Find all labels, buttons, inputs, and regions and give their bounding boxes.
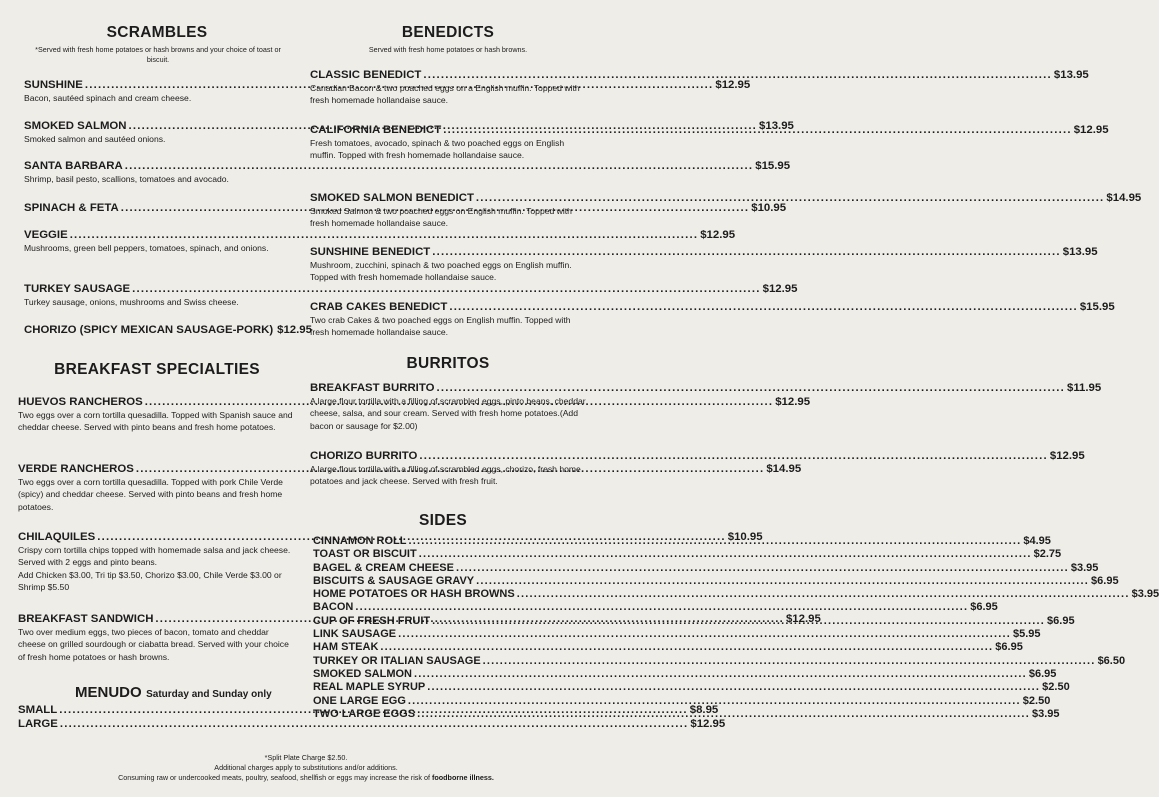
menudo-heading	[75, 684, 272, 702]
menu-item-chorizo	[24, 324, 312, 336]
item-price: $2.75	[1033, 548, 1062, 561]
item-description: A large flour tortilla with a filling of scrambled eggs, chorizo, fresh home potatoes and jack cheese. Served with fresh fruit.	[310, 464, 581, 487]
item-price: $6.95	[995, 641, 1023, 654]
item-name: BAGEL & CREAM CHEESE	[313, 561, 454, 574]
item-price: $6.95	[970, 601, 998, 614]
item-name: LARGE	[18, 718, 58, 730]
list-item	[313, 574, 1119, 588]
item-name: HUEVOS RANCHEROS	[18, 396, 143, 408]
scrambles-note: *Served with fresh home potatoes or hash browns and your choice of toast or biscuit.	[35, 45, 281, 64]
item-price: $8.95	[689, 704, 719, 716]
item-price: $4.95	[1023, 535, 1051, 547]
item-name: CHORIZO BURRITO	[310, 450, 418, 462]
item-name: CALIFORNIA BENEDICT	[310, 124, 442, 136]
item-price: $6.50	[1097, 654, 1126, 667]
item-addons: Add Chicken $3.00, Tri tip $3.50, Chorizo $3.00, Chile Verde $3.00 or Shrimp $5.50	[18, 569, 282, 593]
item-price: $15.95	[755, 160, 791, 172]
item-price: $12.95	[715, 79, 751, 91]
item-name: SUNSHINE	[24, 79, 83, 91]
list-item	[313, 654, 1126, 668]
item-price: $12.95	[785, 613, 821, 625]
item-price: $12.95	[762, 283, 798, 295]
menu-item-santa-barbara	[24, 160, 791, 185]
footer-health-warning	[0, 773, 612, 783]
benedicts-note: Served with fresh home potatoes or hash browns.	[368, 45, 528, 54]
item-price: $6.95	[1028, 667, 1057, 680]
item-name: SMOKED SALMON	[24, 120, 127, 132]
item-description: Two eggs over a corn tortilla quesadilla. Topped with pork Chile Verde (spicy) and cheddar cheese. Served with pinto beans and fresh home potatoes.	[18, 477, 283, 512]
footer-split-plate: *Split Plate Charge $2.50.	[264, 753, 348, 762]
item-name: VEGGIE	[24, 229, 68, 241]
item-description: Mushroom, zucchini, spinach & two poached eggs on English muffin. Topped with fresh homemade hollandaise sauce.	[310, 260, 572, 283]
item-price: $14.95	[766, 463, 802, 475]
item-name: TURKEY OR ITALIAN SAUSAGE	[313, 654, 481, 667]
item-price: $13.95	[759, 120, 794, 132]
item-description: Canadian Bacon & two poached eggs on a English muffin. Topped with fresh homemade hollandaise sauce.	[310, 83, 580, 106]
item-name: BREAKFAST SANDWICH	[18, 613, 154, 625]
footer-additional-charges: Additional charges apply to substitutions and/or additions.	[214, 763, 398, 772]
item-description: Shrimp, basil pesto, scallions, tomatoes and avocado.	[24, 174, 229, 184]
item-description: Two over medium eggs, two pieces of bacon, tomato and cheddar cheese on grilled sourdough or ciabatta bread. Served with your choice of fresh home potatoes or hash browns.	[18, 627, 289, 662]
list-item	[313, 548, 1062, 561]
item-name: CHORIZO (SPICY MEXICAN SAUSAGE-PORK)	[24, 324, 274, 336]
item-price: $15.95	[1079, 301, 1115, 313]
item-price: $12.95	[700, 229, 736, 241]
scrambles-heading: SCRAMBLES	[106, 24, 208, 41]
list-item	[313, 628, 1041, 641]
item-description: Crispy corn tortilla chips topped with homemade salsa and jack cheese. Served with 2 eggs and pinto beans.	[18, 545, 291, 568]
item-price: $13.95	[1053, 69, 1089, 81]
item-name: TOAST OR BISCUIT	[313, 548, 417, 561]
item-name: CRAB CAKES BENEDICT	[310, 301, 448, 313]
item-name: SMOKED SALMON BENEDICT	[310, 192, 474, 204]
item-description: Bacon, sautéed spinach and cream cheese.	[24, 93, 192, 103]
item-price: $3.95	[1070, 561, 1099, 574]
item-name: SMALL	[18, 704, 58, 716]
item-name: BACON	[313, 601, 354, 614]
item-price: $13.95	[1062, 246, 1098, 258]
item-name: VERDE RANCHEROS	[18, 463, 134, 475]
list-item	[313, 694, 1051, 708]
item-name: REAL MAPLE SYRUP	[313, 681, 426, 694]
menudo-title: MENUDO	[75, 684, 142, 701]
item-description: Two eggs over a corn tortilla quesadilla. Topped with Spanish sauce and cheddar cheese. Served with pinto beans and fresh home potatoes.	[18, 410, 293, 433]
item-description: Smoked Salmon & two poached eggs on English muffin. Topped with fresh homemade hollandaise sauce.	[310, 206, 572, 229]
list-item	[313, 641, 1023, 654]
breakfast-specialties-heading: BREAKFAST SPECIALTIES	[54, 361, 260, 378]
item-name: SPINACH & FETA	[24, 202, 119, 214]
item-name: BISCUITS & SAUSAGE GRAVY	[313, 574, 475, 587]
burritos-heading: BURRITOS	[406, 355, 490, 372]
menu-item-sunshine-benedict	[310, 246, 1098, 284]
item-price: $2.50	[1022, 694, 1051, 707]
item-name: CHILAQUILES	[18, 531, 96, 543]
list-item	[313, 681, 1070, 694]
item-name: LINK SAUSAGE	[313, 628, 397, 641]
item-price: $12.95	[690, 718, 726, 730]
item-name: TWO LARGE EGGS	[313, 707, 416, 720]
item-price: $12.95	[1049, 450, 1085, 462]
item-name: CUP OF FRESH FRUIT	[313, 614, 431, 627]
item-price: $10.95	[727, 531, 763, 543]
list-item	[313, 561, 1099, 575]
footer-warning-bold: foodborne illness.	[431, 773, 494, 782]
item-name: ONE LARGE EGG	[313, 694, 406, 707]
item-price: $12.95	[277, 324, 312, 336]
benedicts-heading: BENEDICTS	[401, 24, 495, 41]
item-description: Fresh tomatoes, avocado, spinach & two poached eggs on English muffin. Topped with fresh homemade hollandaise sauce.	[310, 138, 565, 161]
item-name: SMOKED SALMON	[313, 667, 412, 680]
item-name: TURKEY SAUSAGE	[24, 283, 131, 295]
item-description: Mushrooms, green bell peppers, tomatoes, spinach, and onions.	[24, 243, 269, 253]
item-price: $14.95	[1106, 192, 1142, 204]
menu-item-spinach-feta	[24, 202, 787, 214]
list-item	[313, 667, 1057, 681]
menudo-days: Saturday and Sunday only	[146, 689, 272, 700]
sides-heading: SIDES	[418, 512, 467, 529]
item-price: $5.95	[1013, 628, 1041, 641]
item-price: $10.95	[751, 202, 787, 214]
item-price: $6.95	[1047, 614, 1075, 627]
menu-item-menudo-large	[18, 718, 726, 730]
item-price: $12.95	[775, 396, 811, 408]
item-price: $12.95	[1073, 124, 1109, 136]
menu-item-crab-cakes-benedict	[310, 301, 1115, 339]
item-name: CINNAMON ROLL	[313, 535, 407, 547]
item-price: $6.95	[1091, 574, 1119, 587]
item-description: Two crab Cakes & two poached eggs on English muffin. Topped with fresh homemade hollandaise sauce.	[310, 315, 571, 338]
item-price: $2.50	[1042, 681, 1070, 694]
list-item	[313, 588, 1159, 601]
item-name: HOME POTATOES OR HASH BROWNS	[313, 588, 515, 601]
item-description: Smoked salmon and sautéed onions.	[24, 134, 166, 144]
item-name: HAM STEAK	[313, 641, 379, 654]
item-name: CLASSIC BENEDICT	[310, 69, 422, 81]
item-name: SUNSHINE BENEDICT	[310, 246, 431, 258]
item-name: SANTA BARBARA	[24, 160, 123, 172]
item-price: $11.95	[1066, 382, 1102, 394]
footer-warning-text: Consuming raw or undercooked meats, poultry, seafood, shellfish or eggs may increase the risk of	[118, 773, 432, 782]
item-price: $3.95	[1131, 588, 1159, 601]
item-description: A large flour tortilla with a filling of scrambled eggs, pinto beans, cheddar cheese, salsa, and sour cream. Served with fresh home potatoes.(Add bacon or sausage for $2.00)	[310, 396, 586, 431]
list-item	[313, 601, 998, 614]
item-price: $3.95	[1031, 707, 1060, 720]
item-description: Turkey sausage, onions, mushrooms and Swiss cheese.	[24, 297, 239, 307]
item-name: BREAKFAST BURRITO	[310, 382, 435, 394]
